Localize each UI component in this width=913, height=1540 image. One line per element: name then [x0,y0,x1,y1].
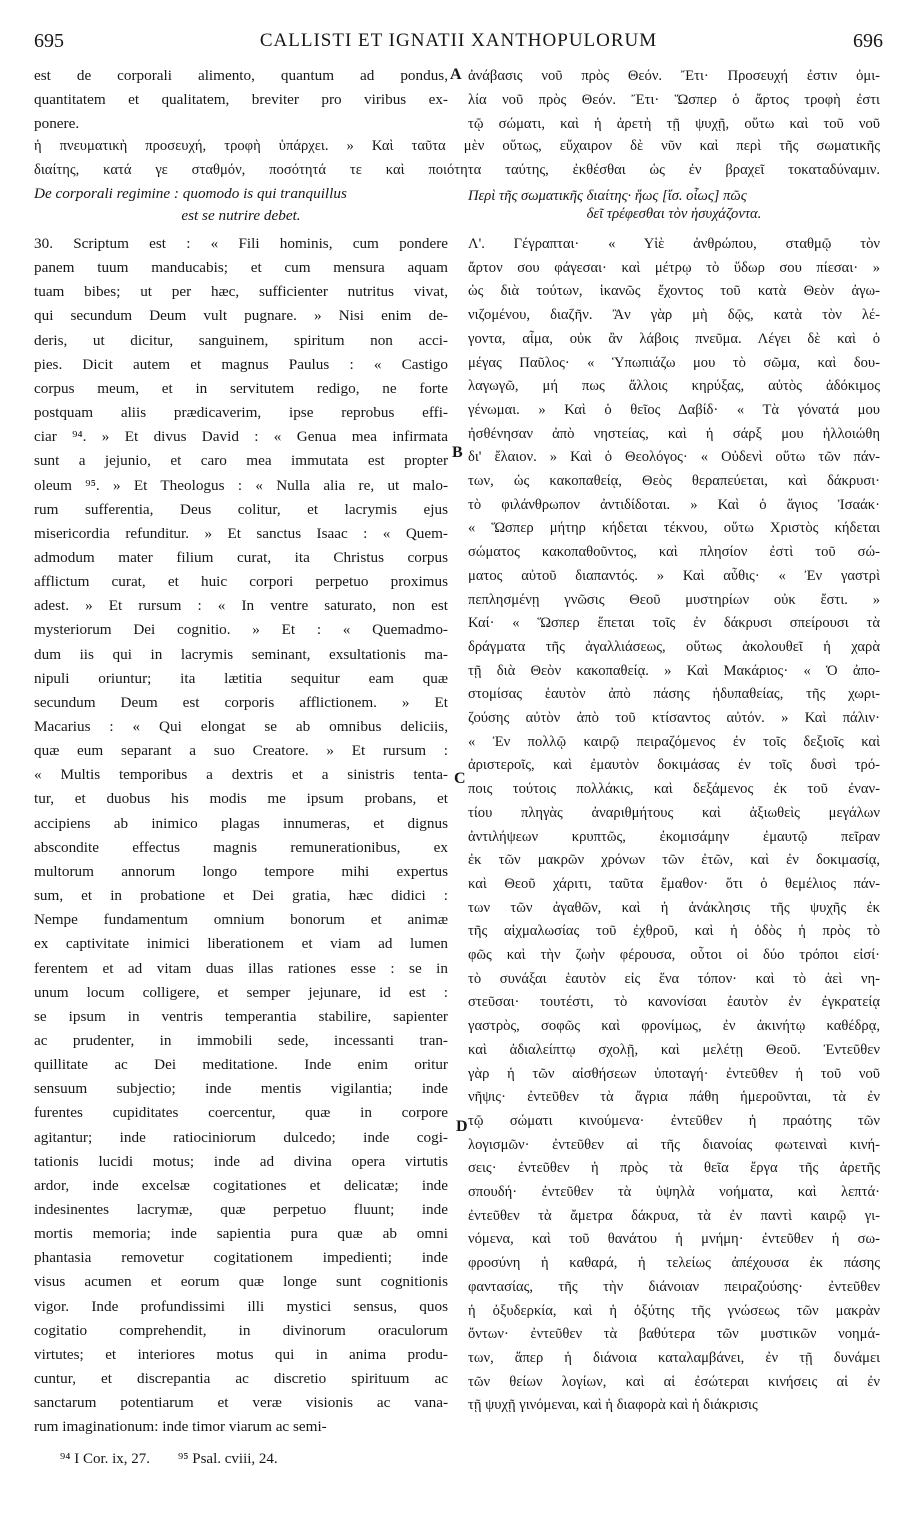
latin-body-line: dum iis qui in lacrymis seminant, exsultationis ma- [34,645,448,663]
latin-body-line: cuntur, et discrepantia ac discretio spirituum ac [34,1370,448,1388]
latin-body-line: deris, ut dicitur, sanguinem, spiritum non acci- [34,331,448,349]
page-number-left: 695 [34,30,64,52]
greek-body-line: ἡ ὀξυδερκία, καὶ ἡ ὀξύτης τῆς γνώσεως τῶν μακρὰν [468,1302,880,1319]
latin-body-line: corpus meum, et in servitutem redigo, ne forte [34,379,448,397]
latin-body-line: « Multis temporibus a dextris et a sinistris tenta- [34,766,448,784]
greek-body-line: ὡς διὰ τούτων, ἱκανῶς ἔχοντος τοῦ κατὰ Θεὸν ἀγω- [468,283,880,300]
greek-body-line: καὶ ἀδιαλείπτῳ σχολῇ, καὶ μελέτῃ Θεοῦ. Ἐντεῦθεν [468,1041,880,1058]
latin-body-line: postquam aliis prædicaverim, ipse reprobus effi- [34,404,448,422]
latin-body-line: rum imaginationum: inde timor viarum ac semi- [34,1418,327,1436]
latin-body-line: nipuli oriuntur; ita lætitia sequitur eam quæ [34,669,448,687]
greek-heading-line: Περὶ τῆς σωματικῆς διαίτης· ἥως [ἴσ. οἷως] πῶς [468,188,747,204]
latin-body-line: quæ eum separant a suo Creatore. » Et rursum : [34,742,448,760]
latin-body-line: tuam bibes; ut per hæc, sufficienter nutritus vivat, [34,283,448,301]
greek-body-line: τίου πληγὰς ἀναριθμήτους καὶ ἀξιωθεὶς μεγάλων [468,804,880,821]
greek-body-line: σεις· ἐντεῦθεν ἡ πρὸς τὰ θεῖα ἔργα τῆς ἀρετῆς [468,1160,880,1177]
latin-heading-line: est se nutrire debet. [181,207,301,224]
margin-marker-a: A [450,66,462,83]
latin-body-line: sum, et in probatione et Dei gratia, hæc didici : [34,887,448,905]
greek-body-line: λογισμῶν· ἐντεῦθεν αἱ τῆς διανοίας φωτειναὶ κινή- [468,1136,880,1153]
greek-body-line: γὰρ ἡ τῶν αἰσθήσεων ὑποταγή· ἐντεῦθεν ἡ τοῦ νοῦ [468,1065,880,1082]
latin-body-line: multorum annorum longo tempore mihi expertus [34,862,448,880]
greek-body-line: των τῶν ἀγαθῶν, καὶ ἡ ἀνάκλησις τῆς ψυχῆς ἐκ [468,899,880,916]
greek-top-line: τῷ σώματι, καὶ ἡ ἀρετὴ τῇ ψυχῇ, οὕτω καὶ τοῦ νοῦ [468,116,880,132]
margin-marker-c: C [454,770,466,787]
greek-body-line: των, ὡς κακοπαθείᾳ, Θεὸς θεραπεύεται, καὶ δάκρυσι· [468,473,880,489]
full-width-greek-line: ἡ πνευματικὴ προσευχή, τροφὴ ὑπάρχει. » Καὶ ταῦτα μὲν οὕτως, εὔχαιρον δὲ νῦν καὶ περὶ τῆς σωματικῆς [34,138,880,154]
greek-body-line: στομίσας ἑαυτὸν ἀπὸ πάσης ἡδυπαθείας, τῆς χωρι- [468,686,880,703]
greek-top-line: ἀνάβασις νοῦ πρὸς Θεόν. Ἔτι· Προσευχή ἐστιν ὁμι- [468,68,880,84]
greek-body-line: ἠσθένησαν ἀπὸ νηστείας, καὶ ἡ σάρξ μου ἠλλοιώθη [468,425,880,442]
latin-body-line: mortis memoria; inde sapientia pura quæ ab omni [34,1225,448,1243]
latin-body-line: ac prudenter, in immobili sede, incessanti tran- [34,1031,448,1049]
greek-body-line: φαντασίας, τῆς τὴν διάνοιαν πειραζούσης· ἐντεῦθεν [468,1278,880,1295]
page-number-right: 696 [853,30,883,52]
greek-body-line: σπουδή· ἐντεῦθεν τὰ ὑψηλὰ νοήματα, καὶ λεπτά· [468,1184,880,1200]
latin-body-line: admodum mater filium curat, ita Christus corpus [34,548,448,566]
latin-body-line: tur, et duobus his modis me ipsum probans, et [34,790,448,808]
latin-body-line: vigor. Inde profundissimi illi mystici sensus, quos [34,1297,448,1315]
latin-body-line: furentes cupiditates coercentur, quæ in corpore [34,1104,448,1122]
greek-body-line: νιζομένου, διαζῆν. Ἂν γὰρ μὴ δῷς, κατὰ τὸν λέ- [468,307,880,324]
latin-body-line: sanctarum potentiarum et veræ visionis ac vana- [34,1394,448,1412]
latin-body-line: cogitatio comprehendit, in divinorum oraculorum [34,1321,448,1339]
greek-body-line: καὶ Θεοῦ χάριτι, ταῦτα ἔμαθον· ὅτι ὁ θεμέλιος πάν- [468,875,880,892]
latin-body-line: tationis lucidi motus; inde ad divina opera virtutis [34,1152,448,1170]
footnotes [60,1451,278,1468]
greek-body-line: ἄρτον σου φάγεσαι· καὶ μέτρῳ τὸ ὕδωρ σου πίεσαι· » [468,259,880,276]
greek-body-line: σώματος κακοπαθοῦντος, καὶ πλησίον ἐστὶ τοῦ σώ- [468,544,880,561]
latin-body-line: rum sufferentia, Deus colitur, et lacrymis ejus [34,500,448,518]
greek-body-line: δι' ἔλαιον. » Καὶ ὁ Θεολόγος· « Οὐδενὶ οὕτω τῶν πάν- [468,449,880,466]
greek-body-line: γαστρὸς, σοφῶς καὶ φρονίμως, ἐν ἀκινήτῳ καθέδρᾳ, [468,1018,880,1035]
greek-body-line: δράγματα τῆς ἀγαλλιάσεως, οὕτως ἀκολουθεῖ ἡ χαρὰ [468,638,880,655]
latin-body-line: qui secundum Deum vult pugnare. » Nisi enim de- [34,307,448,325]
latin-body-line: pies. Dicit autem et magnus Paulus : « Castigo [34,355,448,373]
greek-body-line: « Ὥσπερ μήτηρ κήδεται τέκνου, οὕτω Χριστὸς κήδεται [468,520,880,537]
greek-body-line: ζούσης αὐτὸν ἀπὸ τοῦ κτίσαντος αὐτόν. » Καὶ πάλιν· [468,710,880,726]
greek-body-line: τῇ διὰ Θεὸν κακοπαθείᾳ. » Καὶ Μακάριος· « Ὁ ἀπο- [468,662,880,679]
greek-body-line: Λ'. Γέγραπται· « Υἱὲ ἀνθρώπου, σταθμῷ τὸν [468,236,880,252]
latin-body-line: se ipsum in ventris temperantia stabilire, sapienter [34,1007,448,1025]
greek-body-line: νῆψις· ἐντεῦθεν τὰ ἄγρια πάθη ἡμεροῦνται, τὰ ἐν [468,1089,880,1106]
latin-body-line: phantasia removetur cogitationem impedienti; inde [34,1249,448,1267]
greek-body-line: τὸ συνάξαι ἑαυτὸν εἰς ἕνα τόπον· καὶ τὸ ἀεὶ νη- [468,970,880,987]
latin-body-line: visus acumen et eorum quæ longe sunt cognitionis [34,1273,448,1291]
greek-body-line: τῆς αἰχμαλωσίας τοῦ ἐχθροῦ, καὶ ἡ ὁδὸς ἡ πρὸς τὸ [468,923,880,940]
latin-body-line: accipiens ab inimico plagas innumeras, et dignus [34,814,448,832]
greek-body-line: ἀντιλήψεων κρυπτῶς, ἐκομισάμην ἐμαυτῷ πεῖραν [468,828,880,845]
latin-body-line: indesinentes lacrymæ, quæ perpetuo fluunt; inde [34,1201,448,1218]
margin-marker-b: B [452,444,463,461]
footnote-94: ⁹⁴ I Cor. ix, 27. [60,1451,151,1467]
latin-body-line: Nempe fundamentum omnium bonorum et animæ [34,911,448,929]
latin-body-line: virtutes; et interiores motus qui in anima produ- [34,1345,448,1363]
latin-body-line: mysteriorum Dei cognitio. » Et : « Quemadmo- [34,621,448,639]
latin-body-line: abscondite effectus magnis remunerationibus, ex [34,838,448,856]
greek-body-line: φῶς καὶ τὴν ζωὴν φέρουσα, οὗτοι οἱ δύο τρόποι εἰσί· [468,947,880,963]
greek-top-line: λία νοῦ πρὸς Θεόν. Ἔτι· Ὥσπερ ὁ ἄρτος τροφὴ ἐστι [468,92,880,108]
greek-body-line: μέγας Παῦλος· « Ὑπωπιάζω μου τὸ σῶμα, καὶ δου- [468,354,880,371]
running-header [34,30,883,56]
greek-body-line: τῶν θείων λογίων, καὶ αἱ ἐσώτεραι κινήσεις αἱ ἐν [468,1373,880,1390]
greek-body-line: τῷ σώματι κινούμενα· ἐντεῦθεν ἡ πραότης τῶν [468,1112,880,1129]
greek-body-line: Καί· « Ὥσπερ ἕπεται τοῖς ἐν δάκρυσι σπείρουσι τὰ [468,615,880,632]
latin-body-line: ardor, inde excelsæ cogitationes et delicatæ; inde [34,1176,448,1194]
greek-body-line: ἀριστεροῖς, καὶ ἐμαυτὸν δοκιμάσας ἐν τοῖς δυσὶ τρό- [468,757,880,774]
greek-body-line: ἐκ τῶν μακρῶν χρόνων τῶν ἐτῶν, καὶ ἐν δοκιμασίᾳ, [468,852,880,869]
latin-top-line: ponere. [34,115,80,132]
greek-body-line: γένωμαι. » Καὶ ὁ θεῖος Δαβίδ· « Τὰ γόνατά μου [468,401,880,418]
latin-body-line: secundum Deum est corporis afflictionem. » Et [34,693,448,711]
latin-body-line: ferentem et ad vitam duas illas rationes esse : se in [34,959,448,977]
latin-body-line: unum locum colligere, et semper jejunare, id est : [34,983,448,1001]
greek-body-line: στεῦσαι· τουτέστι, τὸ κανονίσαι ἑαυτὸν ἐν ἐγκρατείᾳ [468,994,880,1011]
greek-body-line: γοντα, αἷμα, οὐκ ἂν λάβοις πνεῦμα. Λέγει δὲ καὶ ὁ [468,330,880,347]
latin-body-line: oleum ⁹⁵. » Et Theologus : « Nulla alia re, ut malo- [34,476,448,494]
greek-body-line: « Ἐν πολλῷ καιρῷ πειραζόμενος ἐν τοῖς δεξιοῖς καὶ [468,733,880,750]
greek-body-line: ποις τούτοις πολλάκις, καὶ δεξάμενος ἐκ τοῦ ἐναν- [468,781,880,798]
margin-marker-d: D [456,1118,468,1135]
greek-body-line: φροσύνη ἡ καθαρά, ἡ τελείως ἀπέχουσα ἐκ πάσης [468,1255,880,1272]
greek-body-line: τὸ φιλάνθρωπον ἀντιδίδοται. » Καὶ ὁ ἅγιος Ἰσαάκ· [468,496,880,513]
greek-body-line: ματος αὐτοῦ διαπαντός. » Καὶ αὖθις· « Ἐν γαστρὶ [468,567,880,584]
latin-body-line: sensuum subjectio; inde mentis vigilantia; inde [34,1080,448,1098]
greek-body-line: λαγωγῶ, μή πως ἄλλοις κηρύξας, αὐτὸς ἀδόκιμος [468,378,880,395]
latin-body-line: panem tuum manducabis; et cum mensura aquam [34,259,448,277]
latin-body-line: sunt a jejunio, et caro mea immutata est propter [34,452,448,470]
latin-body-line: ex captivitate inimici liberationem et viam ad lumen [34,935,448,953]
greek-body-line: νόμενα, καὶ τοῦ θανάτου ἡ μνήμη· ἐντεῦθεν ἡ σω- [468,1231,880,1248]
footnote-95: ⁹⁵ Psal. cviii, 24. [178,1451,278,1467]
latin-body-line: 30. Scriptum est : « Fili hominis, cum pondere [34,235,448,252]
latin-body-line: afflictum curat, et huic corpori perpetuo proximus [34,573,448,591]
latin-top-line: est de corporali alimento, quantum ad pondus, [34,67,448,84]
latin-body-line: adest. » Et rursum : « In ventre saturato, non est [34,597,448,615]
greek-body-line: τῇ ψυχῇ γινόμεναι, καὶ ἡ διαφορὰ καὶ ἡ διάκρισις [468,1397,758,1414]
greek-body-line: των, ἅπερ ἡ διάνοια καταλαμβάνει, ἐν τῇ δυνάμει [468,1349,880,1366]
latin-body-line: quillitate ac Dei meditatione. Inde enim oritur [34,1056,448,1074]
full-width-greek-line: διαίτης, κατά γε σταθμόν, ποσότητά τε καὶ ποιότητα ταύτης, ἐκθέσθαι ὡς ἐν βραχεῖ τοκαταδύναμιν. [34,162,880,178]
greek-heading-line: δεῖ τρέφεσθαι τὸν ἡσυχάζοντα. [586,206,762,222]
latin-body-line: misericordia refunditur. » Et sanctus Isaac : « Quem- [34,524,448,542]
greek-body-line: ὄντων· ἐντεῦθεν τὰ βαθύτερα τῶν μυστικῶν νοημά- [468,1326,880,1343]
greek-body-line: ἐντεῦθεν τὰ ἄμετρα δάκρυα, τὰ ἐν παντὶ καιρῷ γι- [468,1207,880,1224]
latin-body-line: Macarius : « Qui elongat se ab omnibus deliciis, [34,718,448,735]
latin-body-line: ciar ⁹⁴. » Et divus David : « Genua mea infirmata [34,428,448,446]
running-head-title: CALLISTI ET IGNATII XANTHOPULORUM [259,30,658,51]
latin-heading-line: De corporali regimine : quomodo is qui tranquillus [34,185,347,202]
latin-body-line: agitantur; inde ratiociniorum dulcedo; inde cogi- [34,1128,448,1146]
greek-body-line: πεπλησμένῃ γνῶσις Θεοῦ μυστηρίων οὐκ ἔστι. » [468,591,880,608]
latin-top-line: quantitatem et qualitatem, breviter pro viribus ex- [34,91,448,108]
